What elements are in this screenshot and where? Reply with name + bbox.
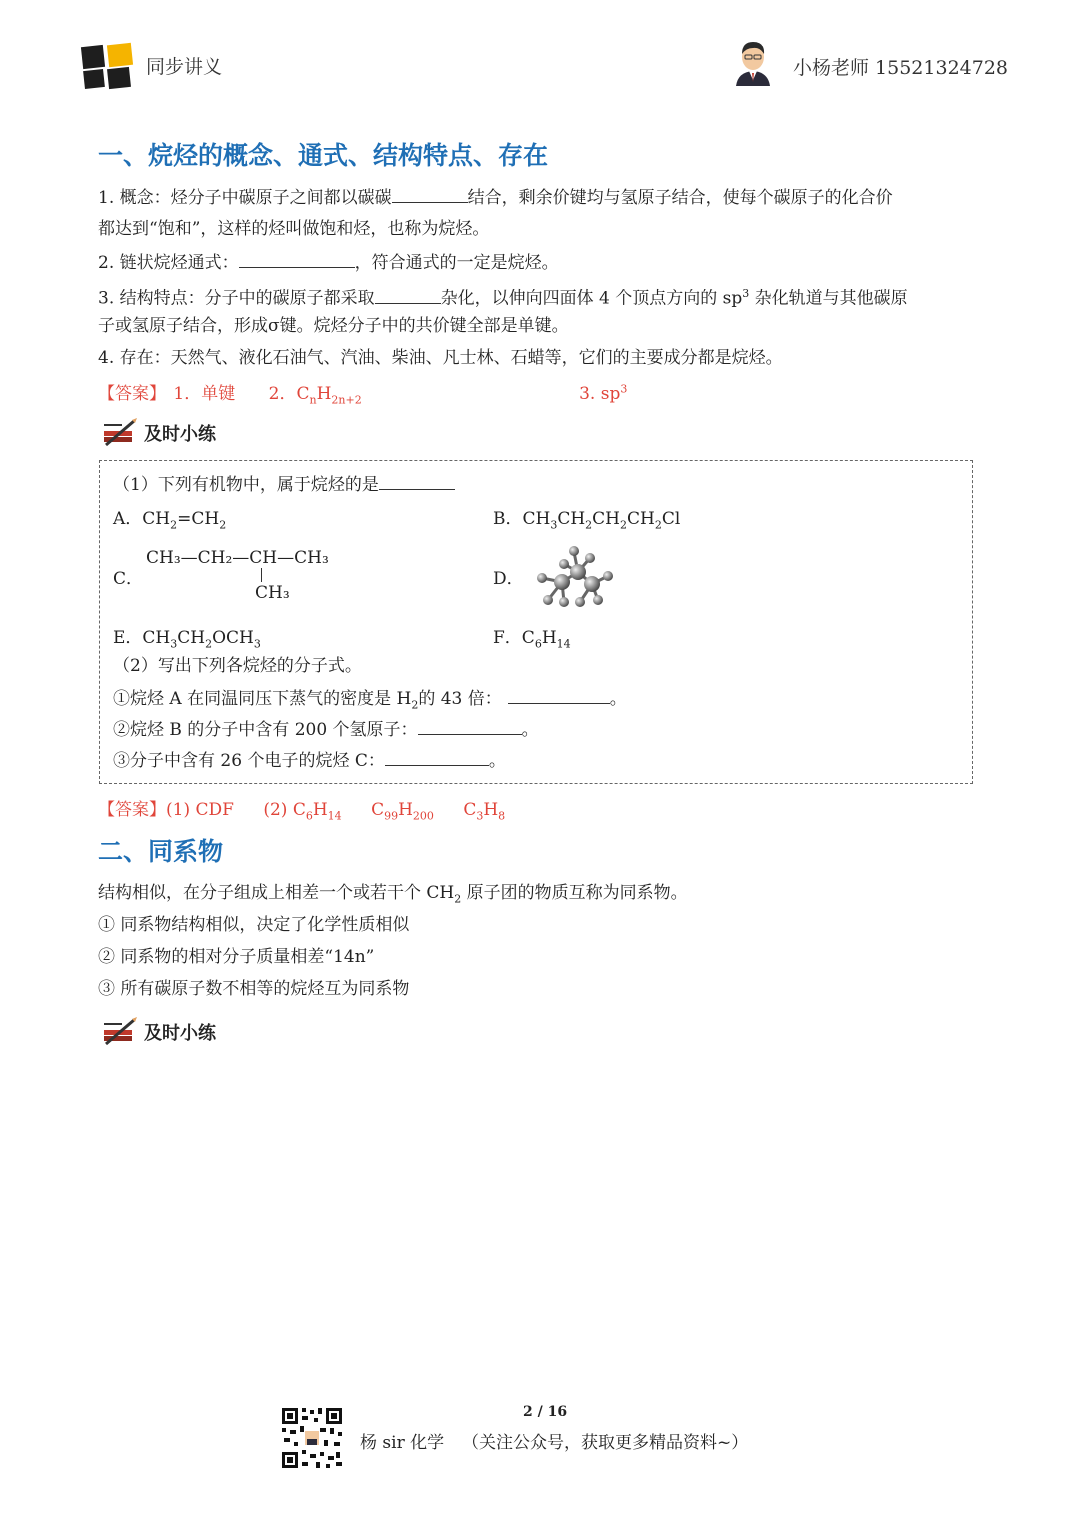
pencil-book-icon: [102, 417, 138, 447]
qr-code: [280, 1406, 344, 1470]
section2-heading: 二、同系物: [98, 837, 224, 866]
section1-p2: 2. 链状烷烃通式： ，符合通式的一定是烷烃。: [98, 253, 559, 273]
logo-icon: [80, 42, 136, 90]
footer-slogan: （关注公众号，获取更多精品资料~）: [462, 1433, 749, 1453]
exercise-q2-1: ①烷烃 A 在同温同压下蒸气的密度是 $H_2$的 43 倍： 。: [113, 689, 627, 712]
qr-code-icon: [280, 1406, 344, 1470]
option-c-structure-branch: CH₃: [255, 583, 290, 603]
section2-p1: 结构相似，在分子组成上相差一个或若干个 $CH_2$ 原子团的物质互称为同系物。: [98, 883, 688, 906]
footer-brand: 杨 sir 化学: [360, 1433, 445, 1453]
header-teacher: 小杨老师 15521324728: [793, 57, 1009, 79]
exercise-q2-2: ②烷烃 B 的分子中含有 200 个氢原子： 。: [113, 720, 539, 740]
option-b: B．$CH_3CH_2CH_2CH_2Cl$: [493, 509, 681, 532]
option-e: E．$CH_3CH_2OCH_3$: [113, 628, 261, 651]
option-c-label: C．: [113, 569, 144, 589]
blank-1: [392, 186, 468, 203]
practice-label: 及时小练: [144, 1023, 216, 1044]
option-d-molecule: [534, 544, 618, 610]
section1-p3-line1: 3. 结构特点：分子中的碳原子都采取 杂化，以伸向四面体 4 个顶点方向的 $sp^3$ 杂化轨道与其他碳原: [98, 287, 908, 309]
exercise-q2: （2）写出下列各烷烃的分子式。: [113, 656, 362, 676]
option-d-label: D．: [493, 569, 524, 589]
exercise-q1: （1）下列有机物中，属于烷烃的是: [113, 473, 455, 496]
blank-q1: [379, 473, 455, 490]
section2-item-1: ① 同系物结构相似，决定了化学性质相似: [98, 915, 410, 935]
footer-page-number: 2 / 16: [523, 1404, 568, 1420]
section1-p1-line1: 1. 概念：烃分子中碳原子之间都以碳碳 结合，剩余价键均与氢原子结合，使每个碳原子的化合价: [98, 188, 893, 208]
section1-p1-line2: 都达到“饱和”，这样的烃叫做饱和烃，也称为烷烃。: [98, 219, 490, 239]
header-title: 同步讲义: [146, 56, 223, 78]
option-c-bond: [261, 568, 262, 582]
blank-q2-1: [508, 687, 610, 704]
practice-label: 及时小练: [144, 424, 216, 445]
avatar: [732, 38, 774, 86]
logo: [80, 42, 136, 90]
section1-answer: 【答案】 1．单键 2．$C_nH_{2n+2}$ 3. $sp^3$: [98, 382, 628, 407]
section1-heading: 一、烷烃的概念、通式、结构特点、存在: [98, 141, 549, 170]
option-f: F．$C_6H_{14}$: [493, 628, 571, 651]
option-a: A．$CH_2=CH_2$: [113, 509, 227, 532]
ball-stick-molecule-icon: [534, 544, 618, 610]
exercise-q2-3: ③分子中含有 26 个电子的烷烃 C： 。: [113, 751, 506, 771]
blank-q2-3: [385, 749, 489, 766]
teacher-avatar-icon: [732, 38, 774, 86]
exercise-answer: 【答案】(1) CDF (2) $C_6H_{14}$ $C_{99}H_{200}$ $C_3H_8$: [98, 800, 506, 823]
blank-q2-2: [418, 718, 522, 735]
option-c-structure-main: CH₃—CH₂—CH—CH₃: [146, 548, 329, 568]
section2-item-2: ② 同系物的相对分子质量相差“14n”: [98, 947, 375, 967]
pencil-book-icon: [102, 1016, 138, 1046]
section1-p4: 4. 存在：天然气、液化石油气、汽油、柴油、凡士林、石蜡等，它们的主要成分都是烷烃。: [98, 348, 783, 368]
blank-3: [375, 287, 441, 304]
section1-p3-line2: 子或氢原子结合，形成σ键。烷烃分子中的共价键全部是单键。: [98, 316, 569, 336]
blank-2: [239, 251, 355, 268]
section2-item-3: ③ 所有碳原子数不相等的烷烃互为同系物: [98, 979, 410, 999]
